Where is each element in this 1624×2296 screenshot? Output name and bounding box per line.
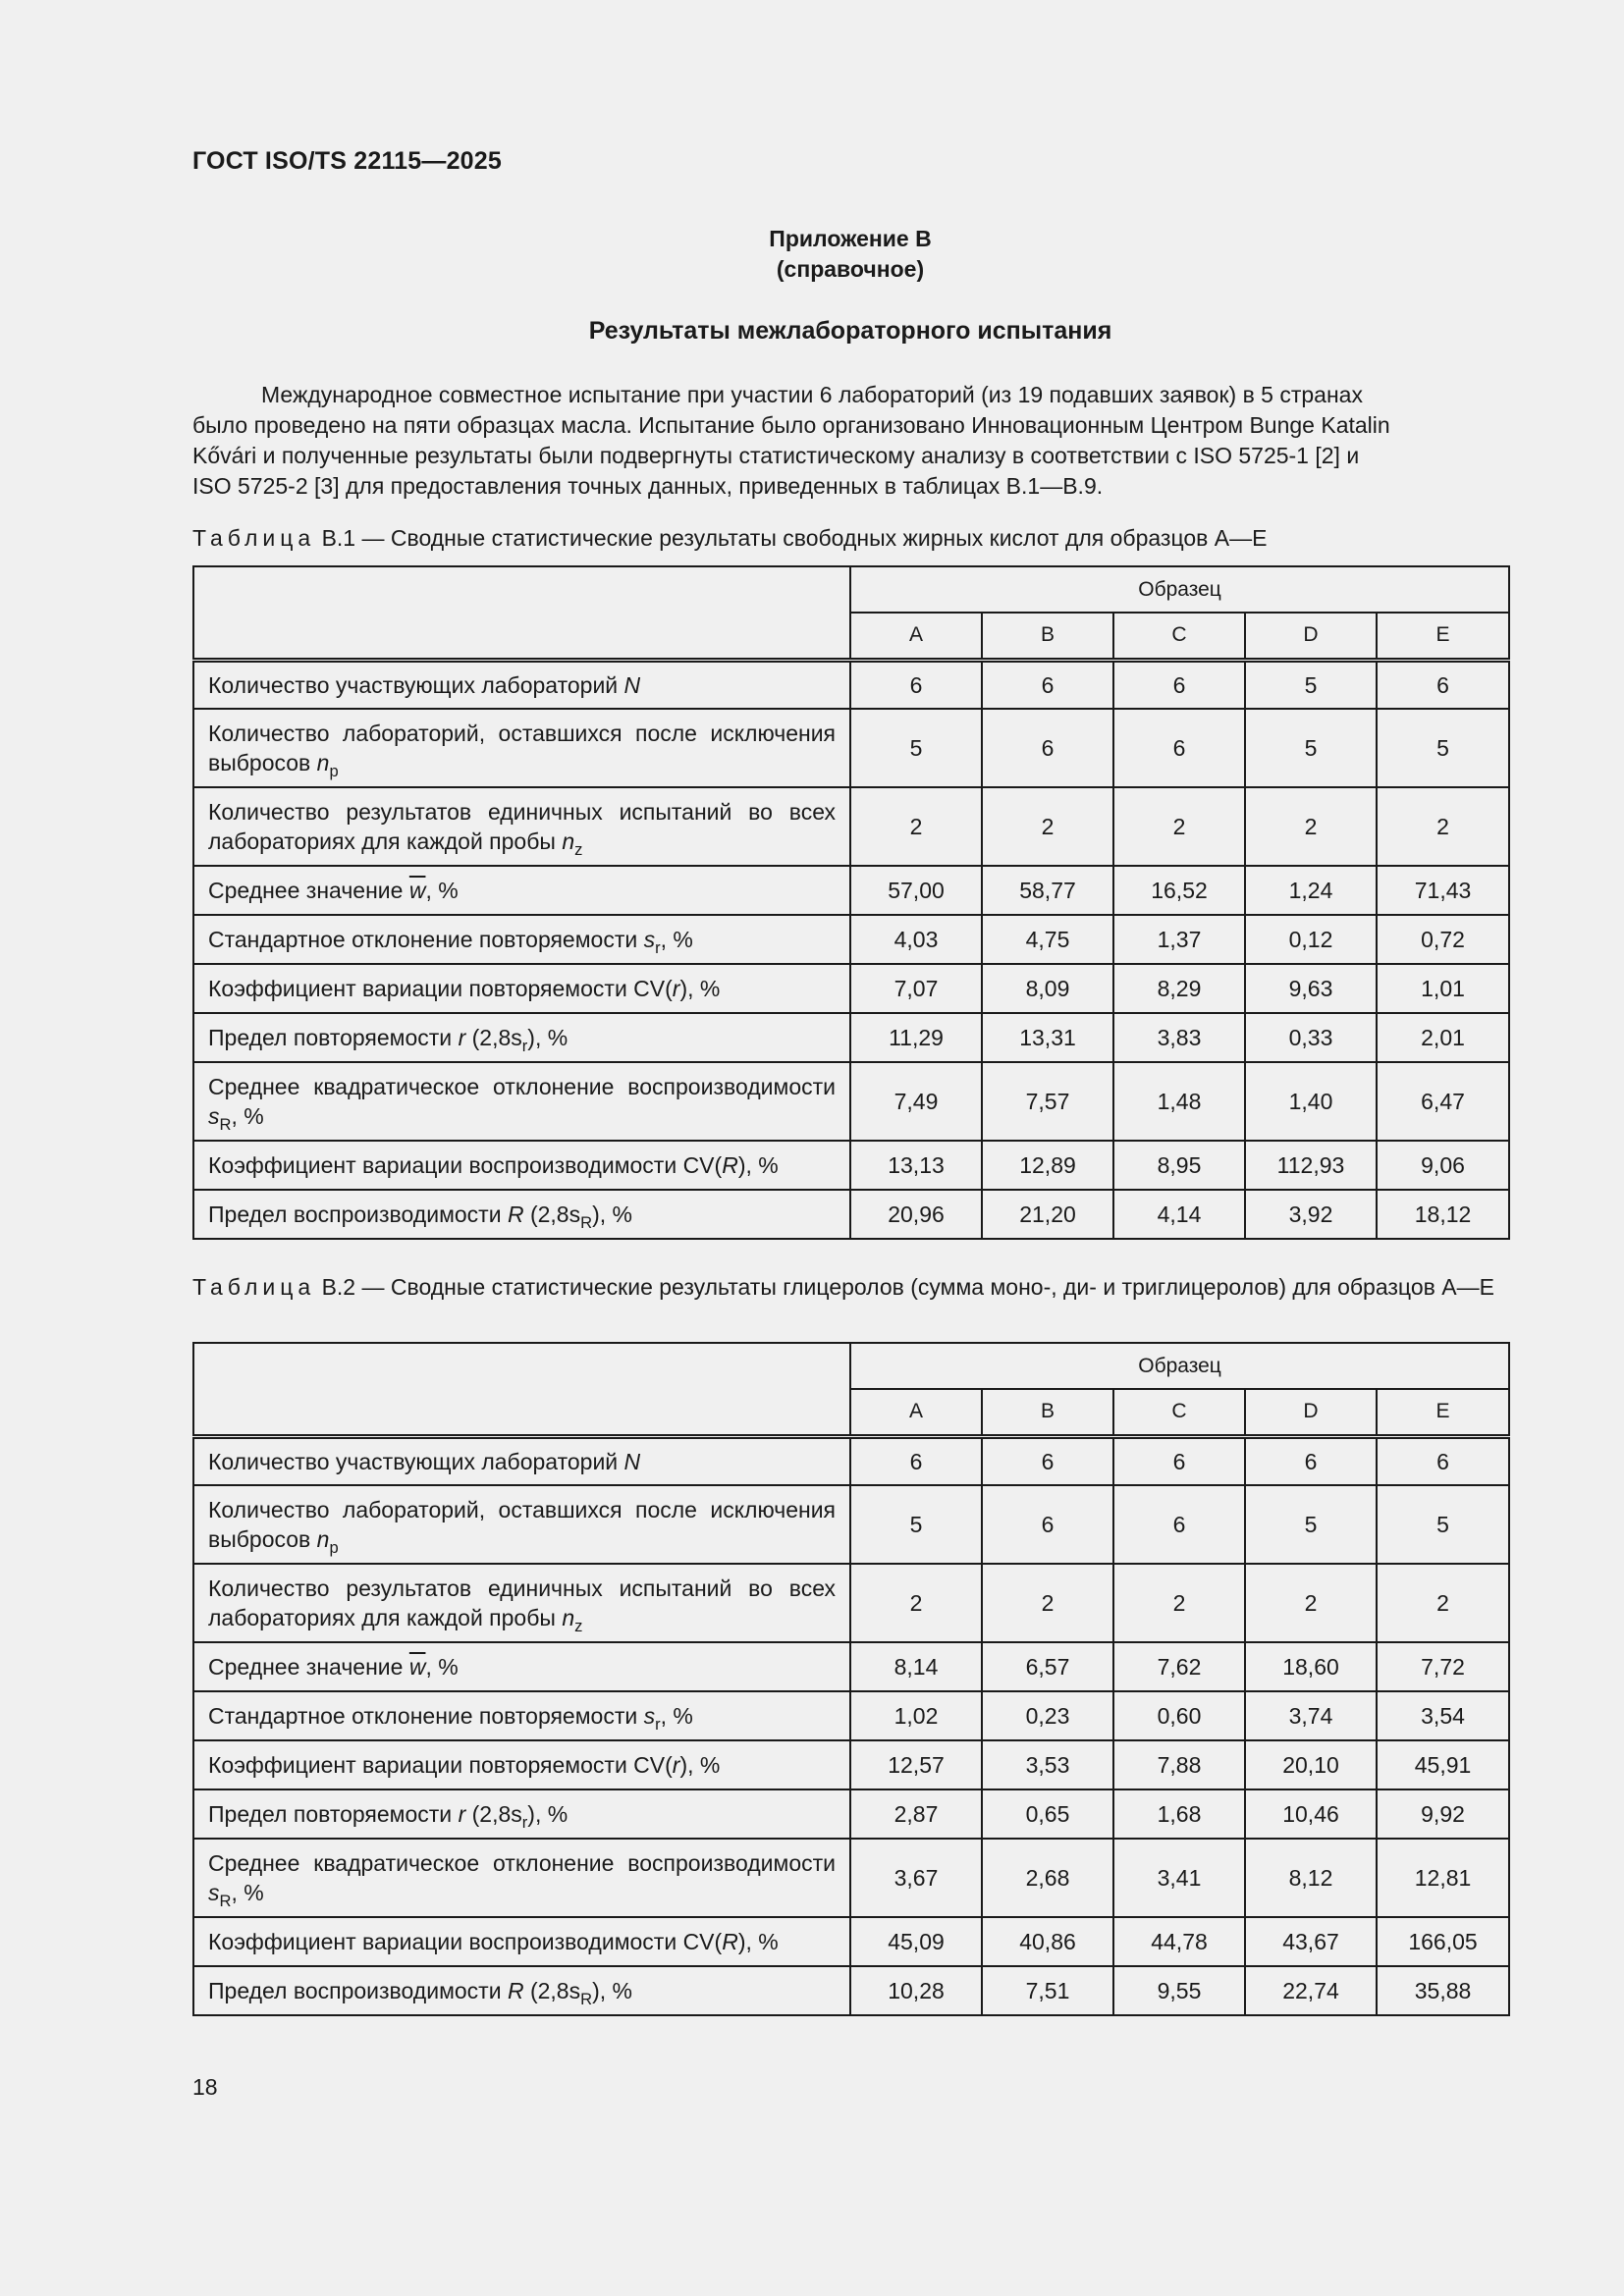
label-subscript: r: [521, 1812, 528, 1832]
label-part: Среднее квадратическое отклонение воспроизводимости: [208, 1850, 836, 1876]
value-cell: 12,57: [850, 1740, 982, 1789]
value-cell: 6: [1113, 660, 1245, 709]
row-label: [193, 866, 850, 915]
value-cell: 13,31: [982, 1013, 1113, 1062]
value-cell: 8,95: [1113, 1141, 1245, 1190]
table-row: [193, 1642, 1509, 1691]
annex-heading: [192, 224, 1508, 285]
document-code: ГОСТ ISO/TS 22115—2025: [192, 147, 502, 175]
row-label: [193, 1839, 850, 1917]
table-row: [193, 1436, 1509, 1485]
label-part: Количество результатов единичных испытаний во всех лабораториях для каждой пробы: [208, 1575, 836, 1630]
value-cell: 2: [850, 787, 982, 866]
label-part: Стандартное отклонение повторяемости: [208, 1703, 644, 1729]
row-label: [193, 660, 850, 709]
label-part: Коэффициент вариации повторяемости CV(: [208, 976, 673, 1001]
table-row: [193, 1839, 1509, 1917]
value-cell: 1,02: [850, 1691, 982, 1740]
annex-title: Приложение В: [769, 226, 932, 251]
row-label: [193, 1917, 850, 1966]
value-cell: 7,07: [850, 964, 982, 1013]
label-part: ), %: [527, 1025, 568, 1050]
intro-line: Kővári и полученные результаты были подвергнуты статистическому анализу в соответствии с ISO 5725-1 [2] и: [192, 443, 1360, 468]
value-cell: 5: [850, 709, 982, 787]
value-cell: 2,87: [850, 1789, 982, 1839]
label-subscript: R: [219, 1891, 232, 1910]
value-cell: 20,96: [850, 1190, 982, 1239]
row-label: [193, 1436, 850, 1485]
row-label: [193, 1642, 850, 1691]
column-header: B: [982, 613, 1113, 660]
value-cell: 3,67: [850, 1839, 982, 1917]
label-part: (2,8s: [465, 1025, 522, 1050]
value-cell: 0,65: [982, 1789, 1113, 1839]
label-part: Среднее значение: [208, 878, 409, 903]
value-cell: 7,51: [982, 1966, 1113, 2015]
column-header: A: [850, 613, 982, 660]
value-cell: 0,33: [1245, 1013, 1377, 1062]
intro-line: было проведено на пяти образцах масла. Испытание было организовано Инновационным Центром Bunge Katalin: [192, 412, 1390, 438]
value-cell: 2,68: [982, 1839, 1113, 1917]
value-cell: 58,77: [982, 866, 1113, 915]
label-part: Предел воспроизводимости: [208, 1978, 508, 2003]
label-symbol: N: [623, 671, 641, 698]
label-subscript: r: [655, 937, 661, 957]
label-part: , %: [425, 878, 459, 903]
row-label: [193, 1062, 850, 1141]
value-cell: 6: [1113, 1436, 1245, 1485]
label-part: , %: [425, 1654, 459, 1680]
value-cell: 43,67: [1245, 1917, 1377, 1966]
value-cell: 1,37: [1113, 915, 1245, 964]
value-cell: 10,46: [1245, 1789, 1377, 1839]
label-part: ), %: [592, 1978, 632, 2003]
label-subscript: z: [574, 839, 583, 859]
value-cell: 2: [1245, 1564, 1377, 1642]
value-cell: 7,62: [1113, 1642, 1245, 1691]
table-row: [193, 1190, 1509, 1239]
caption-lead: Таблица: [192, 525, 316, 551]
value-cell: 13,13: [850, 1141, 982, 1190]
value-cell: 2: [850, 1564, 982, 1642]
value-cell: 7,72: [1377, 1642, 1509, 1691]
row-label: [193, 1789, 850, 1839]
value-cell: 40,86: [982, 1917, 1113, 1966]
caption-text: В.1 — Сводные статистические результаты свободных жирных кислот для образцов А—Е: [315, 525, 1268, 551]
value-cell: 9,63: [1245, 964, 1377, 1013]
label-part: Количество участвующих лабораторий: [208, 671, 624, 698]
label-part: Количество результатов единичных испытаний во всех лабораториях для каждой пробы: [208, 799, 836, 854]
value-cell: 9,06: [1377, 1141, 1509, 1190]
label-part: Коэффициент вариации повторяемости CV(: [208, 1752, 673, 1778]
column-header: C: [1113, 1389, 1245, 1436]
label-part: Среднее квадратическое отклонение воспроизводимости: [208, 1074, 836, 1099]
value-cell: 8,29: [1113, 964, 1245, 1013]
table-b2: [192, 1342, 1510, 2016]
label-symbol: R: [722, 1152, 738, 1178]
value-cell: 3,53: [982, 1740, 1113, 1789]
value-cell: 2: [1113, 787, 1245, 866]
value-cell: 5: [1377, 1485, 1509, 1564]
table-row: [193, 964, 1509, 1013]
value-cell: 8,14: [850, 1642, 982, 1691]
value-cell: 6: [850, 1436, 982, 1485]
value-cell: 6: [1245, 1436, 1377, 1485]
value-cell: 20,10: [1245, 1740, 1377, 1789]
label-symbol: s: [643, 927, 656, 952]
value-cell: 6: [1377, 660, 1509, 709]
label-symbol: R: [507, 1978, 524, 2003]
label-part: Предел повторяемости: [208, 1025, 459, 1050]
label-subscript: R: [580, 1212, 593, 1232]
table-header-row: [193, 1343, 1509, 1389]
value-cell: 4,03: [850, 915, 982, 964]
label-part: , %: [660, 927, 693, 952]
label-part: , %: [231, 1880, 264, 1905]
value-cell: 6: [850, 660, 982, 709]
label-symbol: s: [208, 1103, 220, 1129]
value-cell: 6: [982, 1485, 1113, 1564]
value-cell: 1,48: [1113, 1062, 1245, 1141]
label-symbol: s: [208, 1880, 220, 1905]
value-cell: 9,92: [1377, 1789, 1509, 1839]
intro-paragraph: [192, 380, 1508, 502]
table-row: [193, 1917, 1509, 1966]
value-cell: 8,09: [982, 964, 1113, 1013]
label-part: (2,8s: [465, 1801, 522, 1827]
table-row: [193, 709, 1509, 787]
row-label: [193, 1564, 850, 1642]
label-subscript: R: [580, 1989, 593, 2008]
table-header-row: [193, 566, 1509, 613]
header-blank-cell: [193, 566, 850, 660]
value-cell: 6,47: [1377, 1062, 1509, 1141]
table-row: [193, 915, 1509, 964]
value-cell: 8,12: [1245, 1839, 1377, 1917]
value-cell: 4,75: [982, 915, 1113, 964]
label-part: , %: [660, 1703, 693, 1729]
table-row: [193, 1740, 1509, 1789]
label-subscript: p: [329, 761, 339, 780]
label-subscript: r: [655, 1714, 661, 1734]
table-b1: [192, 565, 1510, 1240]
value-cell: 2: [1245, 787, 1377, 866]
value-cell: 5: [1245, 1485, 1377, 1564]
table-row: [193, 1485, 1509, 1564]
label-symbol: r: [672, 976, 680, 1001]
value-cell: 22,74: [1245, 1966, 1377, 2015]
label-part: ), %: [527, 1801, 568, 1827]
row-label: [193, 709, 850, 787]
value-cell: 45,09: [850, 1917, 982, 1966]
value-cell: 6: [982, 660, 1113, 709]
value-cell: 3,92: [1245, 1190, 1377, 1239]
label-part: ), %: [737, 1929, 779, 1954]
value-cell: 6,57: [982, 1642, 1113, 1691]
value-cell: 5: [1245, 660, 1377, 709]
value-cell: 0,60: [1113, 1691, 1245, 1740]
value-cell: 45,91: [1377, 1740, 1509, 1789]
label-symbol: R: [722, 1929, 738, 1954]
label-part: Коэффициент вариации воспроизводимости CV(: [208, 1152, 723, 1178]
value-cell: 57,00: [850, 866, 982, 915]
label-part: Коэффициент вариации воспроизводимости CV(: [208, 1929, 723, 1954]
intro-line: Международное совместное испытание при участии 6 лабораторий (из 19 подавших заявок) в 5 странах: [261, 382, 1363, 407]
table-row: [193, 1013, 1509, 1062]
label-part: Среднее значение: [208, 1654, 409, 1680]
row-label: [193, 1013, 850, 1062]
label-part: ), %: [737, 1152, 779, 1178]
sample-group-header: Образец: [850, 566, 1509, 613]
label-symbol: s: [643, 1703, 656, 1729]
row-label: [193, 787, 850, 866]
value-cell: 11,29: [850, 1013, 982, 1062]
value-cell: 9,55: [1113, 1966, 1245, 2015]
value-cell: 6: [1377, 1436, 1509, 1485]
value-cell: 2: [1377, 787, 1509, 866]
value-cell: 1,68: [1113, 1789, 1245, 1839]
value-cell: 6: [982, 1436, 1113, 1485]
section-title: Результаты межлабораторного испытания: [588, 317, 1112, 345]
label-subscript: p: [329, 1537, 339, 1557]
value-cell: 1,40: [1245, 1062, 1377, 1141]
value-cell: 7,49: [850, 1062, 982, 1141]
label-symbol: r: [458, 1801, 466, 1827]
label-symbol: $\overline{w}$: [408, 878, 426, 903]
label-symbol: n: [562, 828, 575, 854]
label-subscript: z: [574, 1616, 583, 1635]
column-header: B: [982, 1389, 1113, 1436]
column-header: E: [1377, 1389, 1509, 1436]
value-cell: 3,54: [1377, 1691, 1509, 1740]
value-cell: 166,05: [1377, 1917, 1509, 1966]
label-symbol: r: [672, 1752, 680, 1778]
table-row: [193, 1564, 1509, 1642]
value-cell: 3,74: [1245, 1691, 1377, 1740]
column-header: D: [1245, 613, 1377, 660]
label-part: Количество участвующих лабораторий: [208, 1448, 624, 1474]
table1-caption: [192, 523, 1508, 554]
value-cell: 0,23: [982, 1691, 1113, 1740]
value-cell: 2: [982, 1564, 1113, 1642]
column-header: E: [1377, 613, 1509, 660]
caption-lead: Таблица: [192, 1274, 316, 1300]
label-part: Предел повторяемости: [208, 1801, 459, 1827]
row-label: [193, 1485, 850, 1564]
label-part: Предел воспроизводимости: [208, 1201, 508, 1227]
header-blank-cell: [193, 1343, 850, 1436]
value-cell: 7,57: [982, 1062, 1113, 1141]
value-cell: 6: [1113, 1485, 1245, 1564]
table-row: [193, 787, 1509, 866]
row-label: [193, 915, 850, 964]
value-cell: 16,52: [1113, 866, 1245, 915]
label-subscript: R: [219, 1114, 232, 1134]
table-row: [193, 866, 1509, 915]
value-cell: 0,12: [1245, 915, 1377, 964]
value-cell: 18,60: [1245, 1642, 1377, 1691]
column-header: D: [1245, 1389, 1377, 1436]
row-label: [193, 1190, 850, 1239]
value-cell: 6: [982, 709, 1113, 787]
value-cell: 5: [850, 1485, 982, 1564]
value-cell: 1,01: [1377, 964, 1509, 1013]
row-label: [193, 1141, 850, 1190]
page-number: 18: [192, 2074, 218, 2100]
caption-text: В.2 — Сводные статистические результаты глицеролов (сумма моно-, ди- и триглицеролов) для образцов А—Е: [315, 1274, 1494, 1300]
annex-kind: (справочное): [776, 256, 925, 282]
table-row: [193, 660, 1509, 709]
label-subscript: r: [521, 1036, 528, 1055]
table-row: [193, 1141, 1509, 1190]
row-label: [193, 1691, 850, 1740]
table-row: [193, 1691, 1509, 1740]
value-cell: 71,43: [1377, 866, 1509, 915]
value-cell: 12,81: [1377, 1839, 1509, 1917]
value-cell: 10,28: [850, 1966, 982, 2015]
value-cell: 1,24: [1245, 866, 1377, 915]
value-cell: 4,14: [1113, 1190, 1245, 1239]
table-row: [193, 1062, 1509, 1141]
label-part: Количество лабораторий, оставшихся после исключения выбросов: [208, 1497, 836, 1552]
table2-caption: [192, 1272, 1508, 1303]
label-part: ), %: [592, 1201, 632, 1227]
column-header: C: [1113, 613, 1245, 660]
value-cell: 21,20: [982, 1190, 1113, 1239]
label-symbol: R: [507, 1201, 524, 1227]
row-label: [193, 1740, 850, 1789]
value-cell: 0,72: [1377, 915, 1509, 964]
label-symbol: n: [562, 1605, 575, 1630]
label-part: (2,8s: [523, 1201, 581, 1227]
label-part: , %: [231, 1103, 264, 1129]
value-cell: 5: [1245, 709, 1377, 787]
value-cell: 5: [1377, 709, 1509, 787]
column-header: A: [850, 1389, 982, 1436]
value-cell: 112,93: [1245, 1141, 1377, 1190]
value-cell: 44,78: [1113, 1917, 1245, 1966]
value-cell: 18,12: [1377, 1190, 1509, 1239]
value-cell: 7,88: [1113, 1740, 1245, 1789]
value-cell: 2: [1113, 1564, 1245, 1642]
label-part: ), %: [679, 1752, 721, 1778]
label-part: Количество лабораторий, оставшихся после исключения выбросов: [208, 721, 836, 775]
label-symbol: $\overline{w}$: [408, 1654, 426, 1680]
label-symbol: N: [623, 1448, 641, 1474]
value-cell: 2: [982, 787, 1113, 866]
value-cell: 35,88: [1377, 1966, 1509, 2015]
label-symbol: n: [316, 1526, 330, 1552]
row-label: [193, 964, 850, 1013]
value-cell: 3,83: [1113, 1013, 1245, 1062]
label-part: Стандартное отклонение повторяемости: [208, 927, 644, 952]
value-cell: 12,89: [982, 1141, 1113, 1190]
value-cell: 6: [1113, 709, 1245, 787]
table-row: [193, 1789, 1509, 1839]
label-part: ), %: [679, 976, 721, 1001]
intro-line: ISO 5725-2 [3] для предоставления точных данных, приведенных в таблицах В.1—В.9.: [192, 473, 1104, 499]
value-cell: 2: [1377, 1564, 1509, 1642]
label-symbol: n: [316, 750, 330, 775]
table-row: [193, 1966, 1509, 2015]
value-cell: 2,01: [1377, 1013, 1509, 1062]
label-symbol: r: [458, 1025, 466, 1050]
value-cell: 3,41: [1113, 1839, 1245, 1917]
sample-group-header: Образец: [850, 1343, 1509, 1389]
label-part: (2,8s: [523, 1978, 581, 2003]
row-label: [193, 1966, 850, 2015]
